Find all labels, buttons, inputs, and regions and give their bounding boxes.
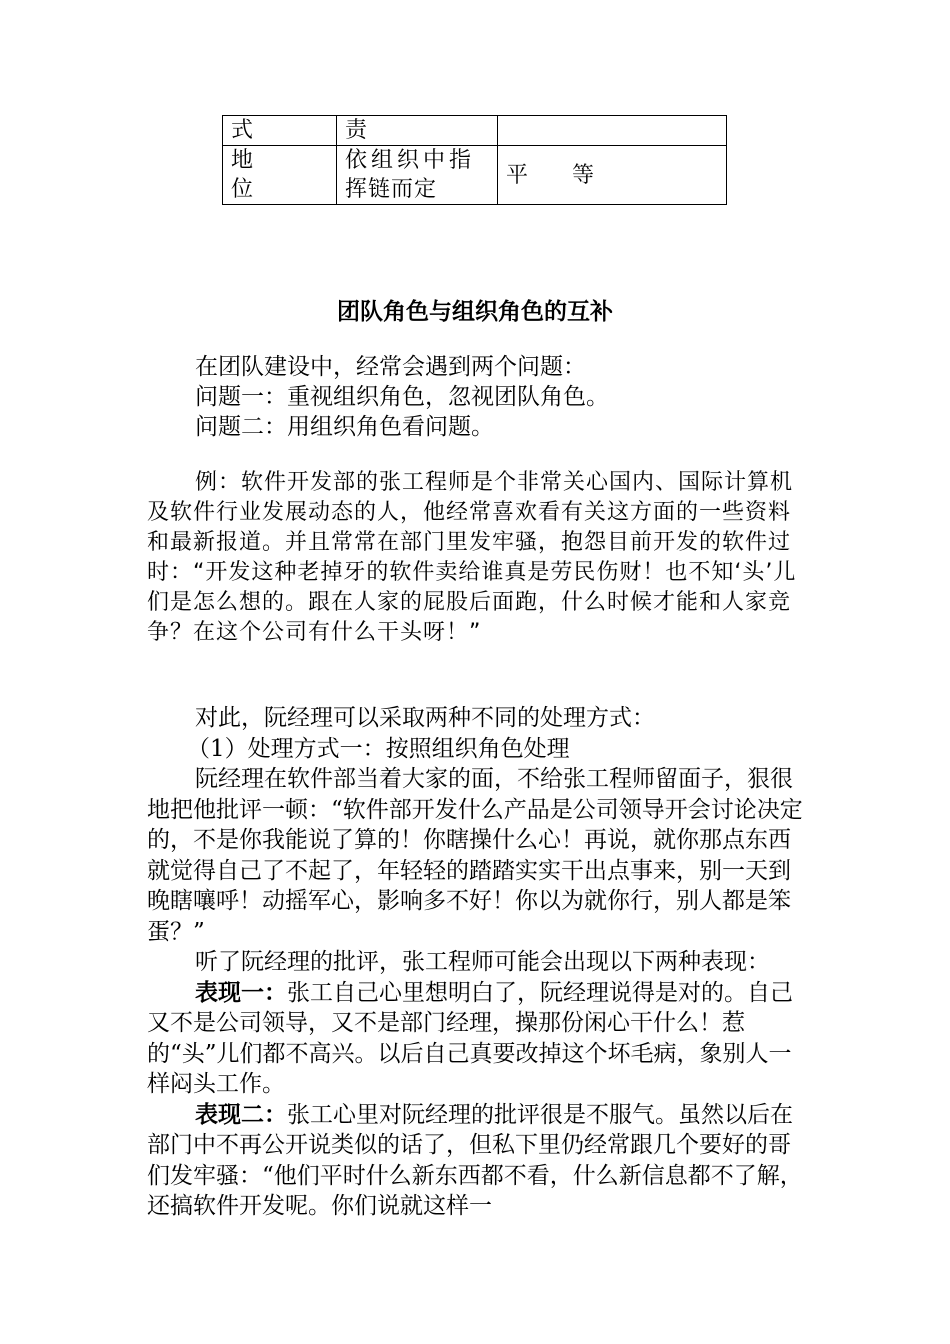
table-cell (337, 146, 498, 205)
paragraph: 问题一：重视组织角色，忽视团队角色。 (195, 384, 609, 410)
cell-line: 地 (231, 148, 254, 173)
cell-line: 依组织中指 (345, 148, 476, 173)
lead-label: 表现一： (195, 979, 287, 1006)
paragraph: 听了阮经理的批评，张工程师可能会出现以下两种表现： (195, 949, 770, 975)
paragraph-text: 张工心里对阮经理的批评很是不服气。虽然以后在部门中不再公开说类似的话了，但私下里仍经常跟几个要好的哥们发牢骚：“他们平时什么新东西都不看，什么新信息都不了解，还搞软件开发呢。你们说就这样一 (147, 1101, 803, 1219)
paragraph-text: 张工自己心里想明白了，阮经理说得是对的。自己又不是公司领导，又不是部门经理，操那份闲心干什么！惹的“头”儿们都不高兴。以后自己真要改掉这个坏毛病，象别人一样闷头工作。 (147, 979, 793, 1097)
table-cell (498, 116, 727, 146)
table-row (223, 116, 727, 146)
paragraph: 对此，阮经理可以采取两种不同的处理方式： (195, 705, 655, 731)
roles-comparison-table (222, 115, 727, 205)
paragraph: 问题二：用组织角色看问题。 (195, 414, 494, 440)
cell-line: 位 (231, 177, 254, 202)
lead-label: 表现二： (195, 1101, 287, 1128)
table-cell: 式 (223, 116, 337, 146)
table-cell (223, 146, 337, 205)
table-cell (498, 146, 727, 205)
cell-text: 平 (506, 162, 529, 188)
table-cell: 责 (337, 116, 498, 146)
paragraph (147, 978, 807, 1100)
example-block (147, 468, 807, 648)
paragraph: 在团队建设中，经常会遇到两个问题： (195, 354, 586, 380)
paragraph: 阮经理在软件部当着大家的面，不给张工程师留面子，狠很地把他批评一顿：“软件部开发什么产品是公司领导开会讨论决定的，不是你我能说了算的！你瞎操什么心！再说，就你那点东西就觉得自己了不起了，年轻轻的踏踏实实干出点事来，别一天到晚瞎嚷呼！动摇军心，影响多不好！你以为就你行，别人都是笨蛋？” (147, 766, 803, 945)
cell-text: 等 (572, 162, 595, 188)
paragraph: （1）处理方式一：按照组织角色处理 (187, 735, 570, 762)
table-row (223, 146, 727, 205)
paragraph: 例：软件开发部的张工程师是个非常关心国内、国际计算机及软件行业发展动态的人，他经常喜欢看有关这方面的一些资料和最新报道。并且常常在部门里发牢骚，抱怨目前开发的软件过时：“开发这种老掉牙的软件卖给谁真是劳民伤财！也不知‘头’儿们是怎么想的。跟在人家的屁股后面跑，什么时候才能和人家竞争？在这个公司有什么干头呀！” (147, 470, 797, 645)
body-block (147, 703, 807, 1222)
section-heading: 团队角色与组织角色的互补 (337, 299, 613, 325)
intro-block (147, 352, 807, 442)
paragraph (147, 1100, 807, 1222)
cell-line: 挥链而定 (345, 177, 438, 202)
